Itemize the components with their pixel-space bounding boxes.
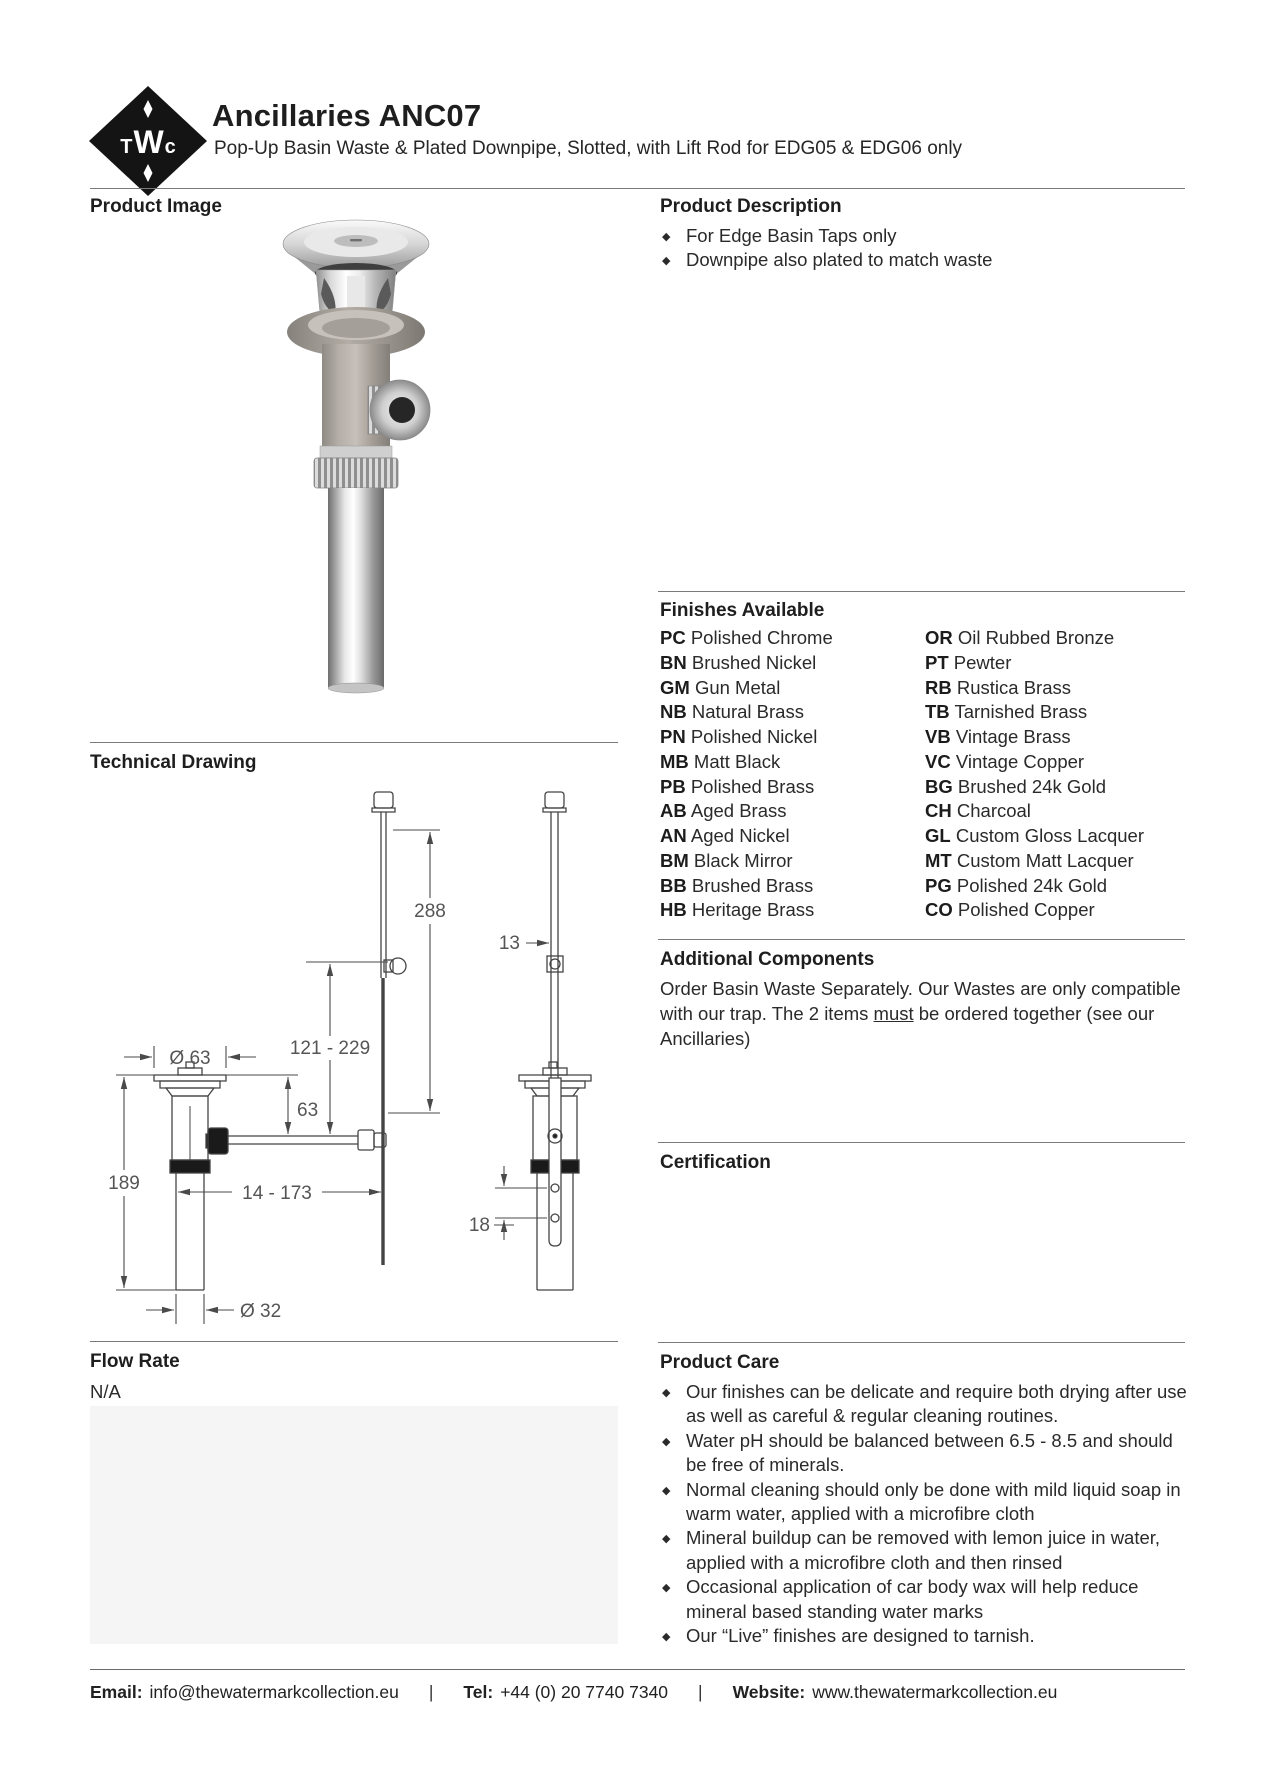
list-item: ◆ Water pH should be balanced between 6.5 - 8.5 and should be free of minerals. xyxy=(660,1429,1187,1478)
finish-item: CH Charcoal xyxy=(925,800,1031,822)
flow-rate-rule xyxy=(90,1341,618,1342)
finish-item: VC Vintage Copper xyxy=(925,750,1085,772)
downpipe xyxy=(328,488,384,693)
flow-rate-value: N/A xyxy=(90,1381,121,1402)
list-item: ◆ Mineral buildup can be removed with lemon juice in water, applied with a microfibre cloth and then rinsed xyxy=(660,1526,1187,1575)
finish-item: PC Polished Chrome xyxy=(660,627,833,648)
finish-item: GM Gun Metal xyxy=(660,676,781,698)
technical-drawing-rule xyxy=(90,742,618,743)
technical-drawing xyxy=(90,778,618,1330)
finish-item: MT Custom Matt Lacquer xyxy=(925,849,1134,871)
footer-website-label: Website: xyxy=(732,1682,806,1702)
product-description-heading: Product Description xyxy=(660,196,842,217)
flow-rate-placeholder xyxy=(90,1406,618,1644)
finish-item: HB Heritage Brass xyxy=(660,899,815,921)
additional-components-rule xyxy=(658,939,1185,940)
product-image-heading: Product Image xyxy=(90,196,222,217)
footer-tel-value: +44 (0) 20 7740 7340 xyxy=(500,1682,669,1702)
certification-heading: Certification xyxy=(660,1152,771,1173)
dimension-lines xyxy=(116,830,549,1324)
footer-tel-label: Tel: xyxy=(463,1682,494,1702)
dim-rod-width: 13 xyxy=(498,933,520,954)
dim-body-height: 63 xyxy=(297,1100,319,1121)
footer xyxy=(90,1682,1185,1703)
finish-item: BB Brushed Brass xyxy=(660,874,814,896)
finish-item: TB Tarnished Brass xyxy=(925,701,1088,723)
flow-rate-heading: Flow Rate xyxy=(90,1351,180,1372)
dim-flange-dia: Ø 63 xyxy=(169,1048,211,1069)
finishes-heading: Finishes Available xyxy=(660,600,825,621)
footer-rule xyxy=(90,1669,1185,1670)
list-item: ◆ Downpipe also plated to match waste xyxy=(660,248,1185,272)
finish-item: NB Natural Brass xyxy=(660,701,804,723)
finish-item: PG Polished 24k Gold xyxy=(925,874,1108,896)
additional-text-after: be ordered together (see our Ancillaries) xyxy=(660,1003,1155,1049)
dim-rod-length: 288 xyxy=(414,901,446,922)
waste-body xyxy=(322,344,430,450)
product-care-heading: Product Care xyxy=(660,1352,780,1373)
page-subtitle: Pop-Up Basin Waste & Plated Downpipe, Slotted, with Lift Rod for EDG05 & EDG06 only xyxy=(214,138,963,159)
list-item: ◆ Our finishes can be delicate and require both drying after use as well as careful & regular cleaning routines. xyxy=(660,1380,1187,1429)
list-item: ◆ Our “Live” finishes are designed to tarnish. xyxy=(660,1624,1187,1648)
additional-text-before: Order Basin Waste Separately. Our Wastes are only compatible with our trap. The 2 items xyxy=(660,978,1181,1024)
footer-separator: | xyxy=(698,1682,703,1702)
certification-rule xyxy=(658,1142,1185,1143)
finishes-column-2 xyxy=(925,626,1144,923)
finishes-column-1 xyxy=(660,626,833,923)
finish-item: PB Polished Brass xyxy=(660,775,815,797)
finish-item: AN Aged Nickel xyxy=(660,825,790,846)
finish-item: PT Pewter xyxy=(925,651,1012,673)
finishes-rule xyxy=(658,591,1185,592)
twc-logo xyxy=(88,85,208,197)
footer-email-label: Email: xyxy=(90,1682,143,1702)
product-care-rule xyxy=(658,1342,1185,1343)
product-care-list xyxy=(660,1380,1187,1648)
dim-strap-spacing: 18 xyxy=(468,1215,490,1236)
additional-components-heading: Additional Components xyxy=(660,949,875,970)
dim-arm-range: 14 - 173 xyxy=(242,1183,312,1204)
page-title: Ancillaries ANC07 xyxy=(212,98,482,133)
finish-item: RB Rustica Brass xyxy=(925,676,1071,698)
finish-item: CO Polished Copper xyxy=(925,899,1095,921)
footer-separator: | xyxy=(428,1682,434,1702)
finish-item: GL Custom Gloss Lacquer xyxy=(925,825,1145,846)
finish-item: BM Black Mirror xyxy=(660,849,793,871)
list-item: ◆ For Edge Basin Taps only xyxy=(660,224,1185,248)
finish-item: MB Matt Black xyxy=(660,750,781,772)
technical-drawing-heading: Technical Drawing xyxy=(90,752,257,773)
finish-item: BG Brushed 24k Gold xyxy=(925,775,1106,797)
side-view xyxy=(519,792,591,1290)
dim-pipe-dia: Ø 32 xyxy=(240,1301,282,1322)
product-photo xyxy=(264,210,454,710)
header-rule xyxy=(90,188,1185,189)
list-item: ◆ Occasional application of car body wax will help reduce mineral based standing water marks xyxy=(660,1575,1187,1624)
footer-website-value: www.thewatermarkcollection.eu xyxy=(812,1682,1058,1702)
additional-components-text xyxy=(660,976,1185,1051)
finish-item: VB Vintage Brass xyxy=(925,726,1071,747)
footer-email-value: info@thewatermarkcollection.eu xyxy=(149,1682,399,1702)
logo-text: TWc xyxy=(120,124,176,160)
list-item: ◆ Normal cleaning should only be done with mild liquid soap in warm water, applied with a microfibre cloth xyxy=(660,1478,1187,1527)
dim-overall-height: 189 xyxy=(108,1173,140,1194)
finish-item: AB Aged Brass xyxy=(660,800,787,822)
finish-item: PN Polished Nickel xyxy=(660,726,818,747)
product-description-list xyxy=(660,224,1185,273)
additional-text-underlined: must xyxy=(873,1003,914,1024)
dim-lift-range: 121 - 229 xyxy=(289,1038,371,1059)
knurled-nut xyxy=(314,446,398,488)
finish-item: BN Brushed Nickel xyxy=(660,651,817,673)
finish-item: OR Oil Rubbed Bronze xyxy=(925,627,1115,648)
